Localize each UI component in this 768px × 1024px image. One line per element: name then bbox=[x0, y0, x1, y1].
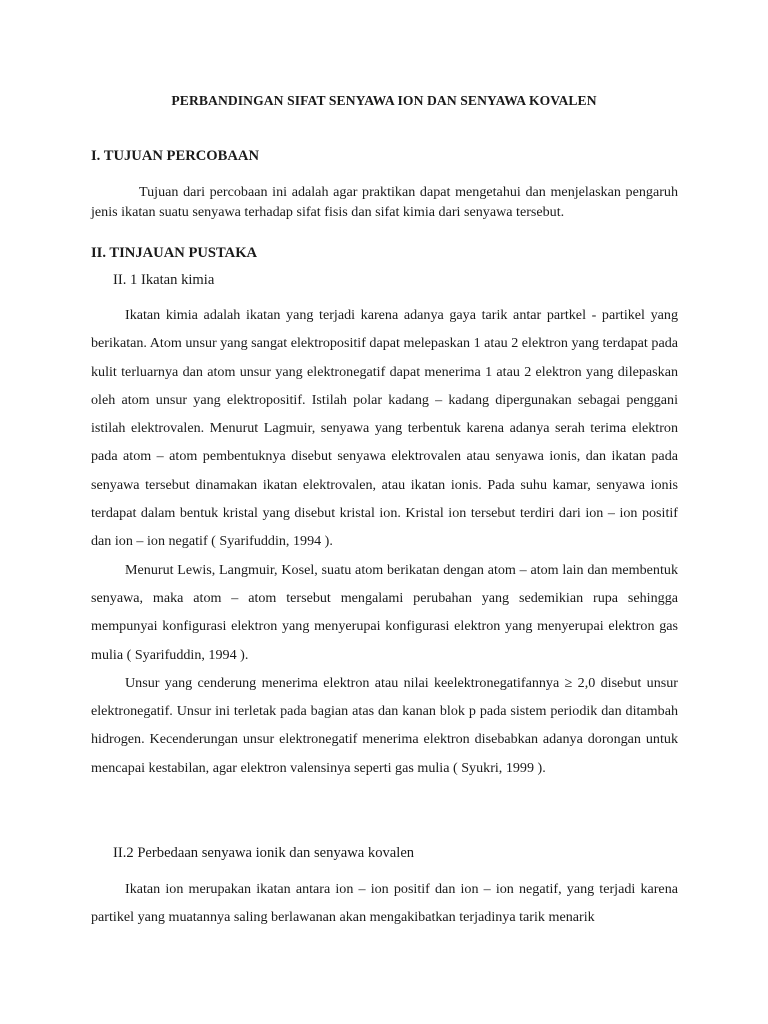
document-title: PERBANDINGAN SIFAT SENYAWA ION DAN SENYAWA KOVALEN bbox=[171, 93, 597, 108]
section-ikatan-kimia-body bbox=[91, 301, 678, 782]
subsection-heading-perbedaan: II.2 Perbedaan senyawa ionik dan senyawa kovalen bbox=[113, 845, 415, 861]
section-heading-tujuan: I. TUJUAN PERCOBAAN bbox=[91, 148, 259, 164]
paragraph-ikatan-kimia-2: Menurut Lewis, Langmuir, Kosel, suatu atom berikatan dengan atom – atom lain dan membentuk senyawa, maka atom – atom tersebut mengalami perubahan yang sedemikian rupa sehingga mempunyai konfigurasi elektron yang menyerupai konfigurasi elektron yang menyerupai elektron gas mulia ( Syarifuddin, 1994 ). bbox=[91, 561, 678, 663]
section-perbedaan-body bbox=[91, 875, 678, 931]
subsection-heading-ikatan-kimia: II. 1 Ikatan kimia bbox=[113, 272, 215, 288]
section-tujuan-body bbox=[91, 182, 678, 222]
paragraph-perbedaan: Ikatan ion merupakan ikatan antara ion – ion positif dan ion – ion negatif, yang terjadi karena partikel yang muatannya saling berlawanan akan mengakibatkan terjadinya tarik menarik bbox=[91, 881, 678, 925]
paragraph-ikatan-kimia-3: Unsur yang cenderung menerima elektron atau nilai keelektronegatifannya ≥ 2,0 disebut unsur elektronegatif. Unsur ini terletak pada bagian atas dan kanan blok p pada sistem periodik dan ditambah hidrogen. Kecenderungan unsur elektronegatif menerima elektron disebabkan adanya dorongan untuk mencapai kestabilan, agar elektron valensinya seperti gas mulia ( Syukri, 1999 ). bbox=[91, 674, 678, 776]
paragraph-ikatan-kimia-1: Ikatan kimia adalah ikatan yang terjadi karena adanya gaya tarik antar partkel - partikel yang berikatan. Atom unsur yang sangat elektropositif dapat melepaskan 1 atau 2 elektron yang terdapat pada kulit terluarnya dan atom unsur yang elektronegatif dapat menerima 1 atau 2 elektron yang dilepaskan oleh atom unsur yang elektropositif. Istilah polar kadang – kadang dipergunakan sebagai penggani istilah elektrovalen. Menurut Lagmuir, senyawa yang terbentuk karena adanya serah terima elektron pada atom – atom pembentuknya disebut senyawa elektrovalen atau senyawa ionis, dan ikatan pada senyawa tersebut dinamakan ikatan elektrovalen, atau ikatan ionis. Pada suhu kamar, senyawa ionis terdapat dalam bentuk kristal yang disebut kristal ion. Kristal ion tersebut terdiri dari ion – ion positif dan ion – ion negatif ( Syarifuddin, 1994 ). bbox=[91, 307, 678, 550]
paragraph-tujuan: Tujuan dari percobaan ini adalah agar praktikan dapat mengetahui dan menjelaskan pengaruh jenis ikatan suatu senyawa terhadap sifat fisis dan sifat kimia dari senyawa tersebut. bbox=[91, 184, 678, 220]
section-heading-tinjauan: II. TINJAUAN PUSTAKA bbox=[91, 245, 258, 261]
